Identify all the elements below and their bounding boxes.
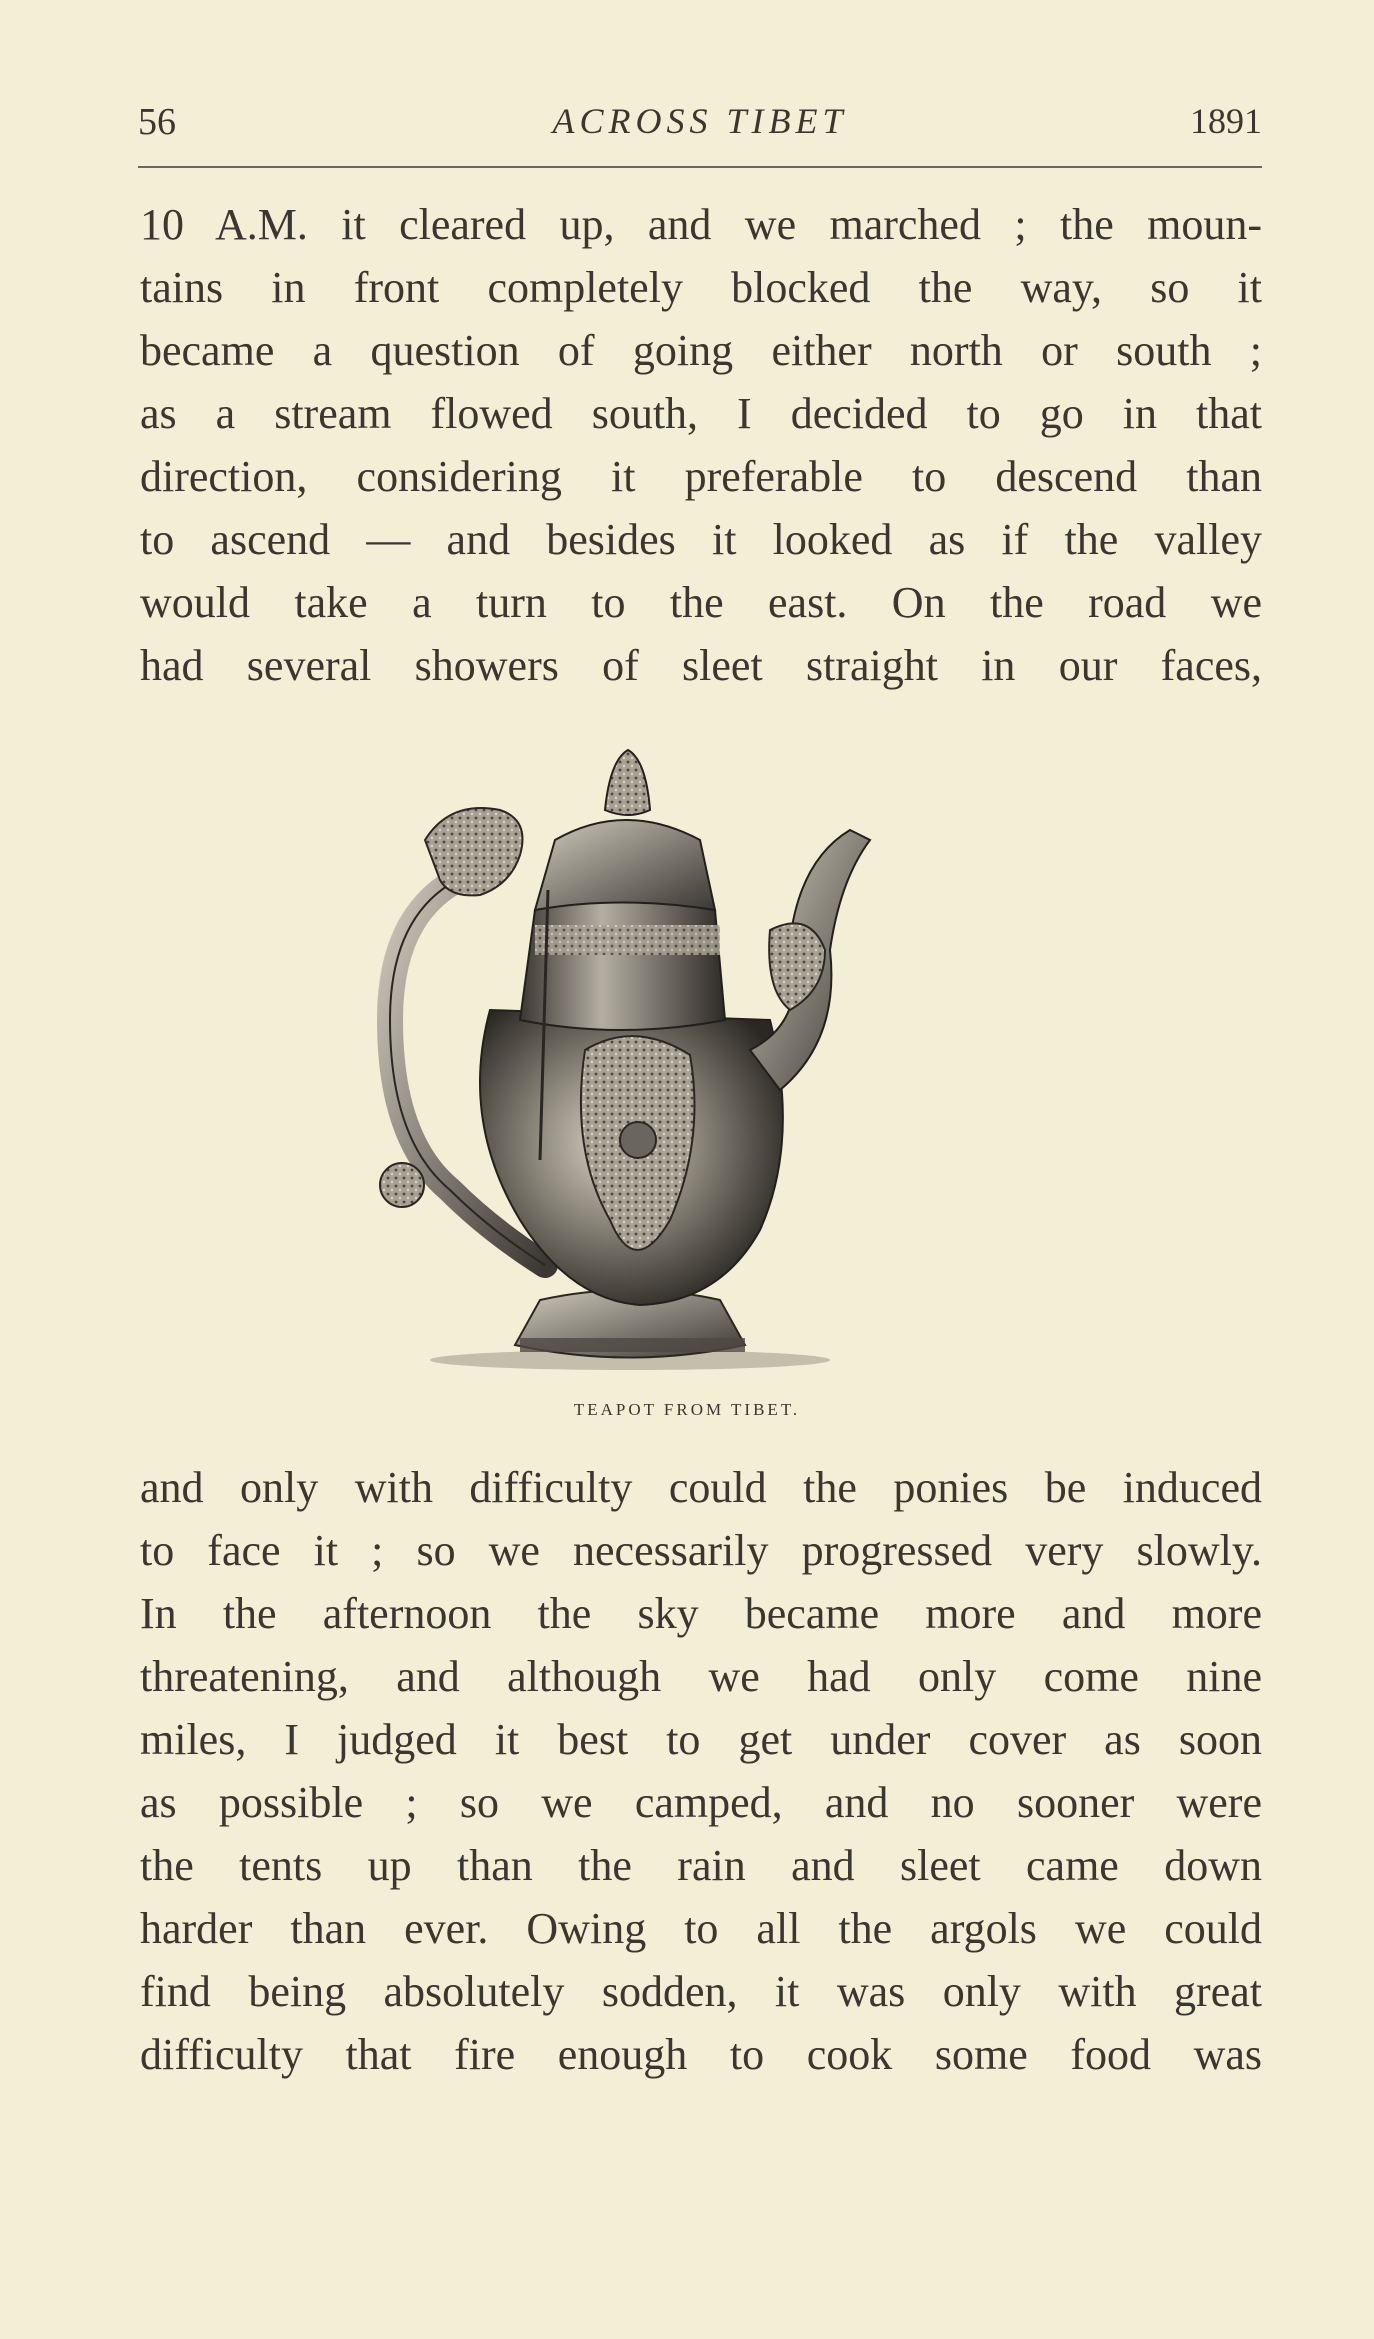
paragraph-bottom xyxy=(140,1456,1262,2086)
page-number: 56 xyxy=(138,101,176,143)
text-line: as a stream flowed south, I decided to go in that xyxy=(140,389,1262,438)
text-line: tains in front completely blocked the way, so it xyxy=(140,263,1262,312)
text-line: 10 A.M. it cleared up, and we marched ; the moun- xyxy=(140,200,1262,249)
teapot-illustration xyxy=(370,720,1020,1380)
header-rule xyxy=(138,166,1262,168)
running-head xyxy=(138,100,1262,150)
figure-caption: TEAPOT FROM TIBET. xyxy=(573,1400,801,1419)
text-line: In the afternoon the sky became more and more xyxy=(140,1589,1262,1638)
running-year: 1891 xyxy=(1190,101,1262,141)
text-line: harder than ever. Owing to all the argols we could xyxy=(140,1904,1262,1953)
text-line: as possible ; so we camped, and no sooner were xyxy=(140,1778,1262,1827)
text-line: had several showers of sleet straight in our faces, xyxy=(140,641,1262,690)
text-line: became a question of going either north or south ; xyxy=(140,326,1262,375)
text-line: to ascend — and besides it looked as if the valley xyxy=(140,515,1262,564)
text-line: to face it ; so we necessarily progressed very slowly. xyxy=(140,1526,1262,1575)
text-line: direction, considering it preferable to descend than xyxy=(140,452,1262,501)
paragraph-top xyxy=(140,193,1262,697)
text-line: find being absolutely sodden, it was only with great xyxy=(140,1967,1262,2016)
text-line: the tents up than the rain and sleet came down xyxy=(140,1841,1262,1890)
text-line: would take a turn to the east. On the road we xyxy=(140,578,1262,627)
running-title: ACROSS TIBET xyxy=(552,101,848,141)
text-line: and only with difficulty could the ponies be induced xyxy=(140,1463,1262,1512)
text-line: threatening, and although we had only come nine xyxy=(140,1652,1262,1701)
text-line: miles, I judged it best to get under cover as soon xyxy=(140,1715,1262,1764)
text-line: difficulty that fire enough to cook some food was xyxy=(140,2030,1262,2079)
